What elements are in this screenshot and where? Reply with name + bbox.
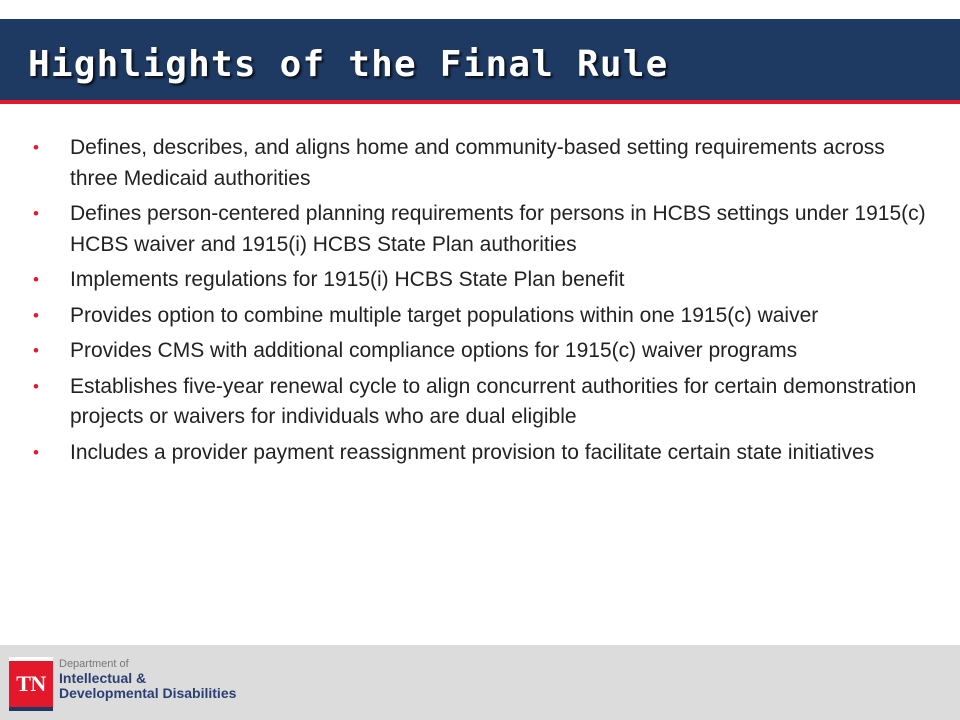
bullet-text: Includes a provider payment reassignment provision to facilitate certain state initiatives [70,440,875,464]
title-bar [0,19,960,104]
logo-line-developmental: Developmental Disabilities [59,685,237,701]
logo-line-department-of: Department of [59,658,129,670]
bullet-item [30,199,935,260]
footer-bar [0,645,960,720]
bullet-item [30,265,935,296]
bullet-marker-icon: • [33,204,39,223]
bullet-marker-icon: • [33,376,39,396]
department-name [59,657,236,701]
bullet-item [30,372,935,433]
bullet-text: Establishes five-year renewal cycle to align concurrent authorities for certain demonstration projects or waivers for individuals who are dual eligible [70,374,917,428]
tn-logo-mark: TN [9,657,53,711]
bullet-marker-icon: • [33,305,39,325]
bullet-marker-icon: • [33,270,39,289]
bullet-text: Implements regulations for 1915(i) HCBS State Plan benefit [70,268,625,291]
bullet-list [30,133,935,473]
bullet-item [30,336,935,367]
bullet-item [30,438,935,469]
slide-title: Highlights of the Final Rule [28,44,669,85]
bullet-marker-icon: • [33,341,39,360]
bullet-text: Defines person-centered planning requirements for persons in HCBS settings under 1915(c) HCBS waiver and 1915(i) HCBS State Plan authorities [70,202,926,256]
logo-line-intellectual: Intellectual & [59,670,147,686]
bullet-item [30,133,935,194]
bullet-marker-icon: • [33,442,39,462]
bullet-text: Provides CMS with additional compliance options for 1915(c) waiver programs [70,339,798,362]
bullet-text: Provides option to combine multiple target populations within one 1915(c) waiver [70,303,819,327]
bullet-item [30,301,935,332]
bullet-marker-icon: • [33,138,39,157]
bullet-text: Defines, describes, and aligns home and community-based setting requirements across three Medicaid authorities [70,136,885,190]
